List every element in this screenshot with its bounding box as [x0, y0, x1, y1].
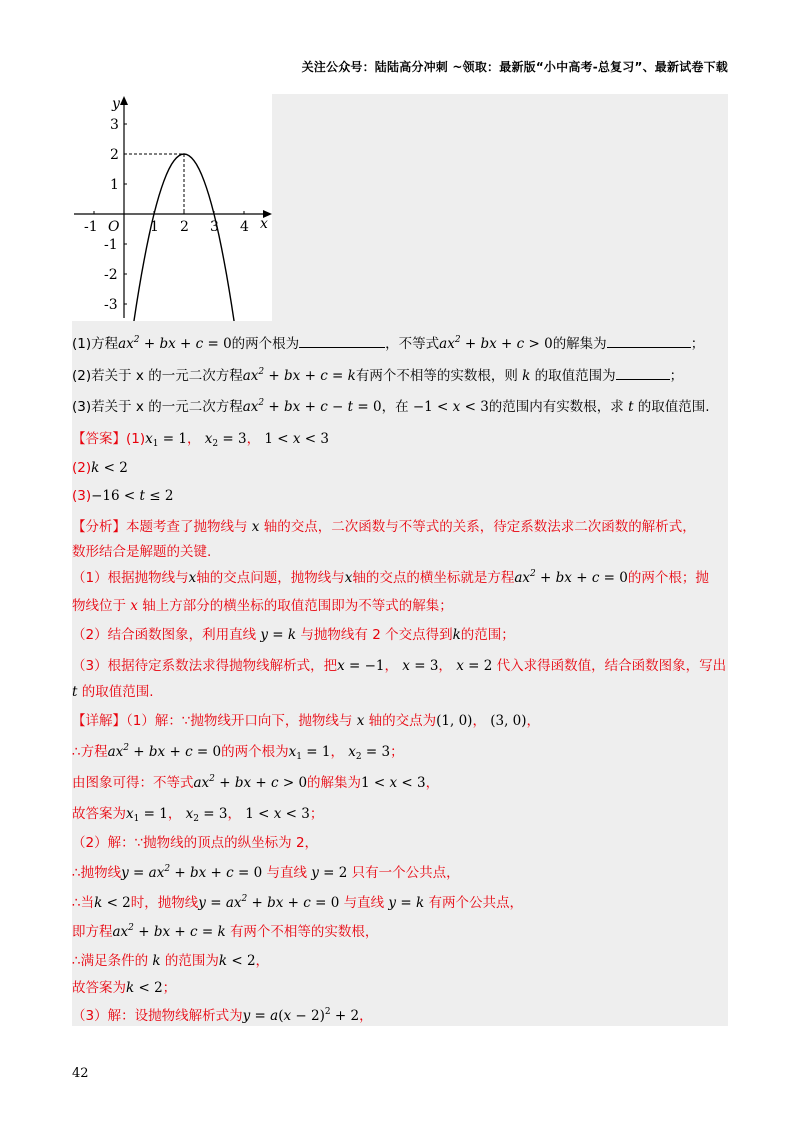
detail-line-3: 由图象可得：不等式$ax^2$ + bx + c > 0的解集为1 < x < 3，: [72, 774, 440, 791]
y-tick-labels: [104, 117, 119, 313]
answer-blank[interactable]: [616, 367, 670, 380]
x-tick-label: 4: [240, 219, 249, 235]
x-tick-label: -1: [84, 219, 98, 235]
page-header: 关注公众号：陆陆高分冲刺 ~领取：最新版“小中高考-总复习”、最新试卷下载: [301, 60, 728, 74]
analysis-intro: 【分析】本题考查了抛物线与 x 轴的交点，二次函数与不等式的关系，待定系数法求二次函数的解析式，: [72, 519, 696, 535]
x-tick-label: 2: [180, 219, 189, 235]
analysis-point-3-cont: t 的取值范围.: [72, 684, 154, 700]
answer-blank[interactable]: [299, 335, 385, 348]
parabola-graph: [72, 94, 272, 321]
answer-line-2: (2)k < 2: [72, 460, 128, 476]
detail-line-1: 【详解】（1）解：∵抛物线开口向下，抛物线与 x 轴的交点为(1, 0)， (3, 0)，: [72, 713, 541, 729]
detail-line-7: ∴当k < 2时，抛物线$y = ax^2$ + bx + c = 0 与直线 y = k 有两个公共点，: [72, 894, 523, 911]
detail-line-6: ∴抛物线$y = ax^2$ + bx + c = 0 与直线 y = 2 只有一个公共点，: [72, 864, 460, 881]
detail-line-11: （3）解：设抛物线解析式为$y = a(x - 2)^2 + 2$，: [72, 1007, 373, 1024]
detail-line-8: 即方程$ax^2$ + bx + c = k 有两个不相等的实数根，: [72, 923, 379, 940]
question-2: (2)若关于 x 的一元二次方程$ax^2$ + bx + c = k有两个不相等的实数根，则 k 的取值范围为 ；: [72, 367, 684, 384]
question-1: (1)方程$ax^2$ + bx + c = 0的两个根为 ，不等式$ax^2$ + bx + c > 0的解集为 ；: [72, 335, 705, 352]
y-tick-label: -2: [104, 267, 118, 283]
y-axis-label: y: [112, 96, 120, 112]
analysis-point-1-cont: 物线位于 x 轴上方部分的横坐标的取值范围即为不等式的解集；: [72, 598, 453, 614]
y-tick-label: -3: [104, 297, 118, 313]
analysis-point-1: （1）根据抛物线与x轴的交点问题，抛物线与x轴的交点的横坐标就是方程$ax^2$ + bx + c = 0的两个根；抛: [72, 569, 709, 586]
y-tick-label: 2: [110, 147, 119, 163]
y-axis-arrow: [120, 96, 128, 105]
origin-label: O: [108, 219, 120, 235]
answer-line-3: (3)−16 < t ≤ 2: [72, 488, 174, 504]
analysis-intro-2: 数形结合是解题的关键.: [72, 544, 212, 560]
x-tick-label: 1: [150, 219, 159, 235]
page-number: 42: [72, 1066, 89, 1081]
y-tick-label: -1: [104, 237, 118, 253]
analysis-point-2: （2）结合函数图象，利用直线 y = k 与抛物线有 2 个交点得到k的范围；: [72, 627, 515, 643]
detail-line-5: （2）解：∵抛物线的顶点的纵坐标为 2，: [72, 835, 319, 851]
x-axis-label: x: [260, 216, 268, 232]
y-tick-label: 1: [110, 177, 119, 193]
graph-svg: [72, 94, 272, 321]
x-tick-label: 3: [210, 219, 219, 235]
detail-line-10: 故答案为k < 2；: [72, 980, 177, 996]
answer-line-1: 【答案】$(1)x_1 = 1$， $x_2 = 3$， 1 < x < 3: [72, 431, 329, 449]
detail-line-9: ∴满足条件的 k 的范围为k < 2，: [72, 953, 270, 969]
detail-line-2: ∴方程$ax^2$ + bx + c = 0的两个根为$x_1 = 1$， $x_2 = 3$；: [72, 743, 404, 762]
answer-blank[interactable]: [607, 335, 691, 348]
y-tick-label: 3: [110, 117, 119, 133]
detail-line-4: 故答案为$x_1 = 1$， $x_2 = 3$， 1 < x < 3；: [72, 806, 324, 824]
question-3: (3)若关于 x 的一元二次方程$ax^2$ + bx + c − t = 0，在 −1 < x < 3的范围内有实数根，求 t 的取值范围.: [72, 398, 710, 415]
analysis-point-3: （3）根据待定系数法求得抛物线解析式，把x = −1， x = 3， x = 2 代入求得函数值，结合函数图象，写出: [72, 658, 727, 674]
